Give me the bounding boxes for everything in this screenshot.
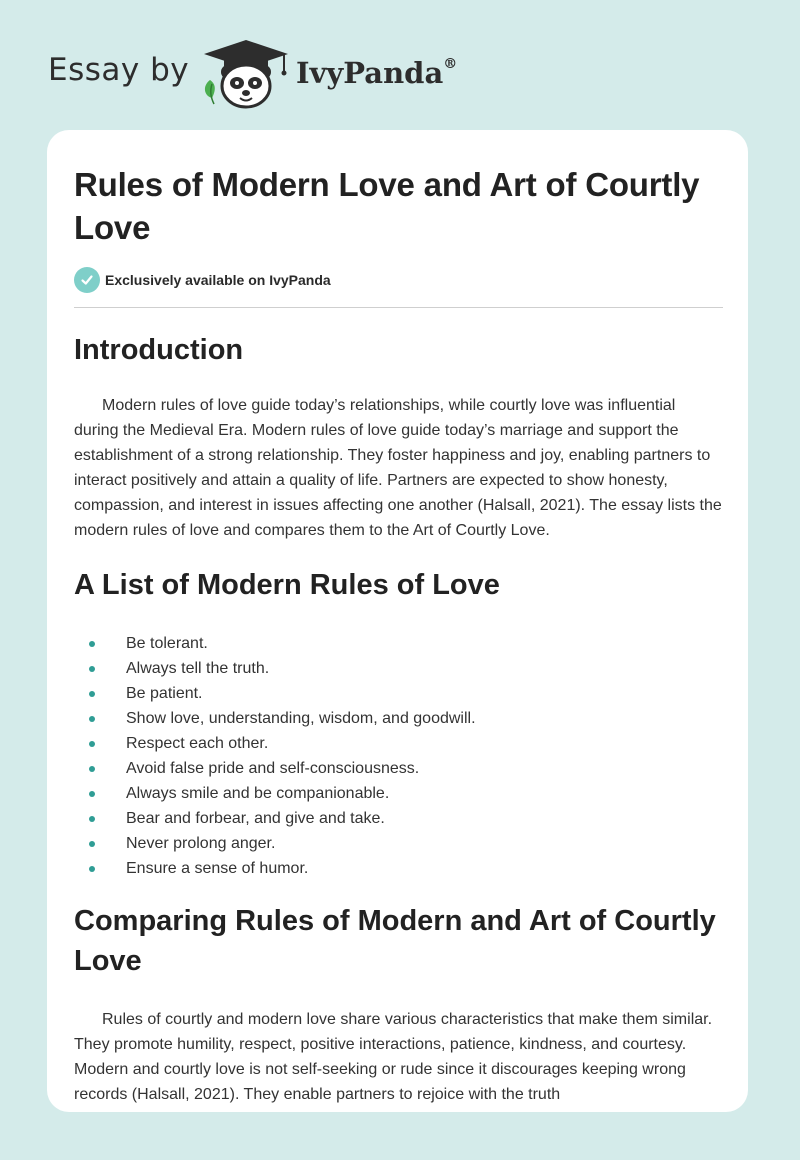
section-heading-comparing: Comparing Rules of Modern and Art of Courtly Love xyxy=(74,905,716,977)
list-item xyxy=(74,856,723,881)
registered-mark: ® xyxy=(443,56,458,73)
comparing-paragraph: Rules of courtly and modern love share various characteristics that make them similar. They promote humility, respect, positive interactions, patience, kindness, and courtesy. Modern and courtly love is not self-seeking or rude since it discourages keeping wrong records (Halsall, 2021). They enable partners to rejoice with the truth xyxy=(74,1011,713,1103)
list-item xyxy=(74,781,723,806)
site-header xyxy=(0,0,800,130)
essay-title: Rules of Modern Love and Art of Courtly Love xyxy=(74,166,700,246)
essay-by-label: Essay by xyxy=(48,52,190,88)
rules-list xyxy=(74,631,723,881)
list-item-text: Be patient. xyxy=(126,685,203,702)
bullet-icon xyxy=(89,791,95,797)
list-item-text: Bear and forbear, and give and take. xyxy=(126,810,385,827)
introduction-paragraph: Modern rules of love guide today’s relationships, while courtly love was influential during the Medieval Era. Modern rules of love guide today’s marriage and support the establishment of a strong relationship. They foster happiness and joy, enabling partners to interact positively and attain a quality of life. Partners are expected to show honesty, compassion, and interest in issues affecting one another (Halsall, 2021). The essay lists the modern rules of love and compares them to the Art of Courtly Love. xyxy=(74,397,722,539)
brand-name[interactable] xyxy=(296,56,457,90)
bullet-icon xyxy=(89,666,95,672)
list-item-text: Respect each other. xyxy=(126,735,269,752)
list-item xyxy=(74,681,723,706)
list-item xyxy=(74,756,723,781)
panda-logo-icon[interactable] xyxy=(200,38,292,110)
bullet-icon xyxy=(89,691,95,697)
list-item xyxy=(74,656,723,681)
bullet-icon xyxy=(89,741,95,747)
title-divider xyxy=(74,307,723,308)
bullet-icon xyxy=(89,716,95,722)
section-heading-rules-list: A List of Modern Rules of Love xyxy=(74,569,500,601)
list-item-text: Ensure a sense of humor. xyxy=(126,860,309,877)
bullet-icon xyxy=(89,641,95,647)
brand-name-text: IvyPanda xyxy=(296,56,444,90)
list-item-text: Show love, understanding, wisdom, and goodwill. xyxy=(126,710,476,727)
list-item xyxy=(74,631,723,656)
exclusive-badge xyxy=(74,267,723,293)
list-item xyxy=(74,831,723,856)
essay-content xyxy=(74,163,723,1107)
bullet-icon xyxy=(89,841,95,847)
bullet-icon xyxy=(89,766,95,772)
list-item xyxy=(74,731,723,756)
section-heading-introduction: Introduction xyxy=(74,334,244,366)
list-item-text: Be tolerant. xyxy=(126,635,208,652)
list-item-text: Avoid false pride and self-consciousness. xyxy=(126,760,420,777)
check-icon xyxy=(74,267,100,293)
exclusive-label: Exclusively available on IvyPanda xyxy=(105,272,331,288)
list-item-text: Always tell the truth. xyxy=(126,660,270,677)
list-item-text: Never prolong anger. xyxy=(126,835,276,852)
essay-card xyxy=(47,130,748,1112)
bullet-icon xyxy=(89,816,95,822)
list-item xyxy=(74,706,723,731)
list-item xyxy=(74,806,723,831)
bullet-icon xyxy=(89,866,95,872)
list-item-text: Always smile and be companionable. xyxy=(126,785,390,802)
